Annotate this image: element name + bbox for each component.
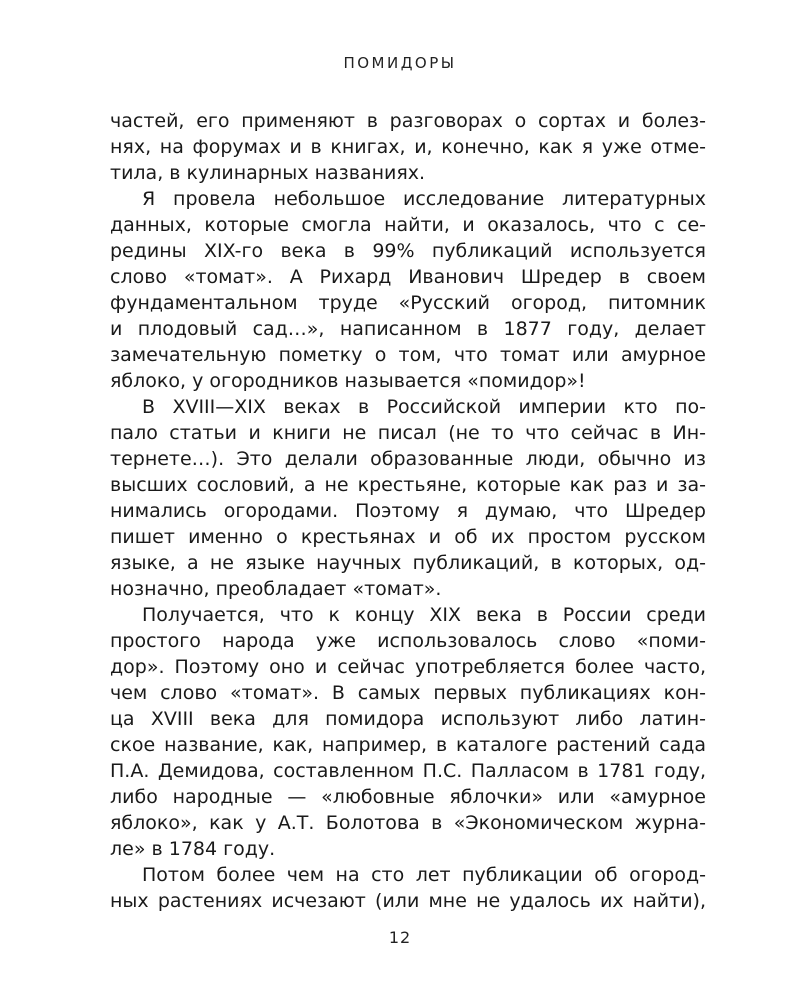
paragraph [110, 862, 706, 914]
text-line: пало статьи и книги не писал (не то что сейчас в Ин- [110, 422, 706, 444]
text-line: чем слово «томат». В самых первых публикациях кон- [110, 682, 706, 704]
text-line: редины XIX-го века в 99% публикаций используется [110, 240, 706, 262]
text-line: ных растениях исчезают (или мне не удалось их найти), [110, 890, 706, 912]
text-line: языке, а не языке научных публикаций, в которых, од- [110, 552, 706, 574]
text-line: частей, его применяют в разговорах о сортах и болез- [110, 110, 706, 132]
text-line: Я провела небольшое исследование литературных [142, 188, 706, 210]
text-line: яблоко, у огородников называется «помидор»! [110, 370, 586, 392]
text-line: тила, в кулинарных названиях. [110, 162, 426, 184]
text-line: Потом более чем на сто лет публикации об огород- [142, 864, 706, 886]
paragraph [110, 602, 706, 862]
page-number: 12 [388, 928, 412, 947]
paragraph [110, 186, 706, 394]
text-line: слово «томат». А Рихард Иванович Шредер в своем [110, 266, 706, 288]
paragraph [110, 394, 706, 602]
text-line: нимались огородами. Поэтому я думаю, что Шредер [110, 500, 706, 522]
text-line: П.А. Демидова, составленном П.С. Палласом в 1781 году, [110, 760, 706, 782]
text-line: дор». Поэтому оно и сейчас употребляется более часто, [110, 656, 706, 678]
text-line: данных, которые смогла найти, и оказалось, что с се- [110, 214, 706, 236]
text-line: яблоко», как у А.Т. Болотова в «Экономическом журна- [110, 812, 706, 834]
text-line: замечательную пометку о том, что томат или амурное [110, 344, 706, 366]
text-line: нях, на форумах и в книгах, и, конечно, как я уже отме- [110, 136, 706, 158]
running-title: ПОМИДОРЫ [343, 54, 457, 72]
text-line: и плодовый сад…», написанном в 1877 году, делает [110, 318, 706, 340]
paragraph [110, 108, 706, 186]
text-line: ле» в 1784 году. [110, 838, 276, 860]
text-line: ское название, как, например, в каталоге растений сада [110, 734, 706, 756]
text-line: Получается, что к концу XIX века в России среди [142, 604, 706, 626]
text-line: тернете…). Это делали образованные люди, обычно из [110, 448, 706, 470]
text-line: нозначно, преобладает «томат». [110, 578, 442, 600]
body-text [110, 108, 706, 914]
text-line: ца XVIII века для помидора используют либо латин- [110, 708, 706, 730]
text-line: В XVIII—XIX веках в Российской империи кто по- [142, 396, 706, 418]
text-line: простого народа уже использовалось слово «поми- [110, 630, 706, 652]
text-line: пишет именно о крестьянах и об их простом русском [110, 526, 706, 548]
text-line: высших сословий, а не крестьяне, которые как раз и за- [110, 474, 706, 496]
text-line: либо народные — «любовные яблочки» или «амурное [110, 786, 706, 808]
text-line: фундаментальном труде «Русский огород, питомник [110, 292, 706, 314]
